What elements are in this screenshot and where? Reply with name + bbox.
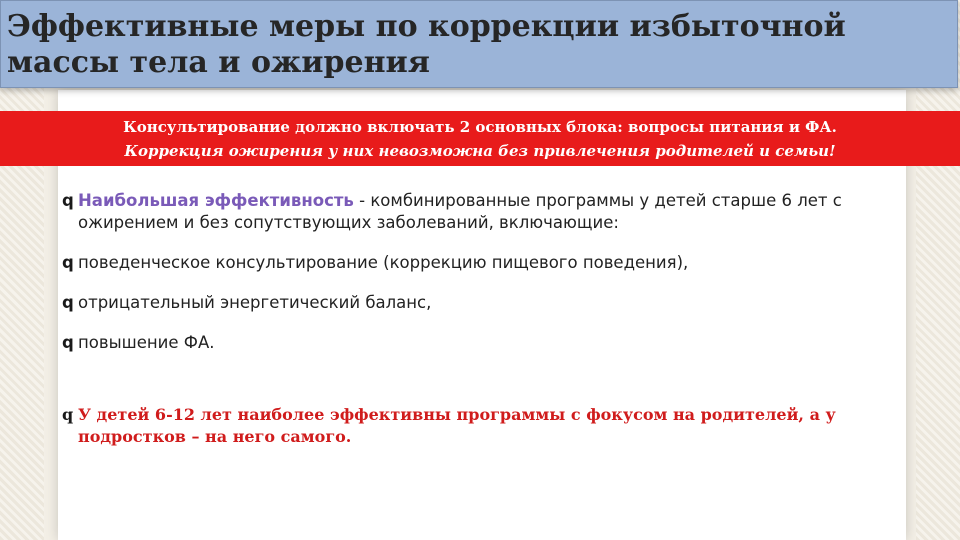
bullet-list xyxy=(62,190,892,448)
banner-line-2: Коррекция ожирения у них невозможна без привлечения родителей и семьи! xyxy=(124,142,836,160)
bullet-text: У детей 6-12 лет наиболее эффективны программы с фокусом на родителей, а у подростков – на него самого. xyxy=(78,405,836,446)
bullet-item-effectiveness xyxy=(62,190,892,234)
bullet-text: отрицательный энергетический баланс, xyxy=(78,293,432,312)
title-bar xyxy=(0,0,958,88)
bullet-q-icon: q xyxy=(62,253,74,272)
slide-title: Эффективные меры по коррекции избыточной массы тела и ожирения xyxy=(7,9,846,80)
bullet-item-activity xyxy=(62,332,892,354)
banner-line-1: Консультирование должно включать 2 основных блока: вопросы питания и ФА. xyxy=(123,118,837,136)
bullet-text: поведенческое консультирование (коррекцию пищевого поведения), xyxy=(78,253,689,272)
bullet-item-age-focus xyxy=(62,404,892,448)
bullet-q-icon: q xyxy=(62,191,74,210)
red-banner xyxy=(0,111,960,166)
bullet-q-icon: q xyxy=(62,405,74,424)
bullet-item-behavioral xyxy=(62,252,892,274)
bullet-text: повышение ФА. xyxy=(78,333,215,352)
bullet-text: - комбинированные программы у детей старше 6 лет с ожирением и без сопутствующих заболеваний, включающие: xyxy=(78,191,842,232)
bullet-q-icon: q xyxy=(62,333,74,352)
bullet-q-icon: q xyxy=(62,293,74,312)
bullet-item-energy-balance xyxy=(62,292,892,314)
bullet-highlight: Наибольшая эффективность xyxy=(78,191,354,210)
